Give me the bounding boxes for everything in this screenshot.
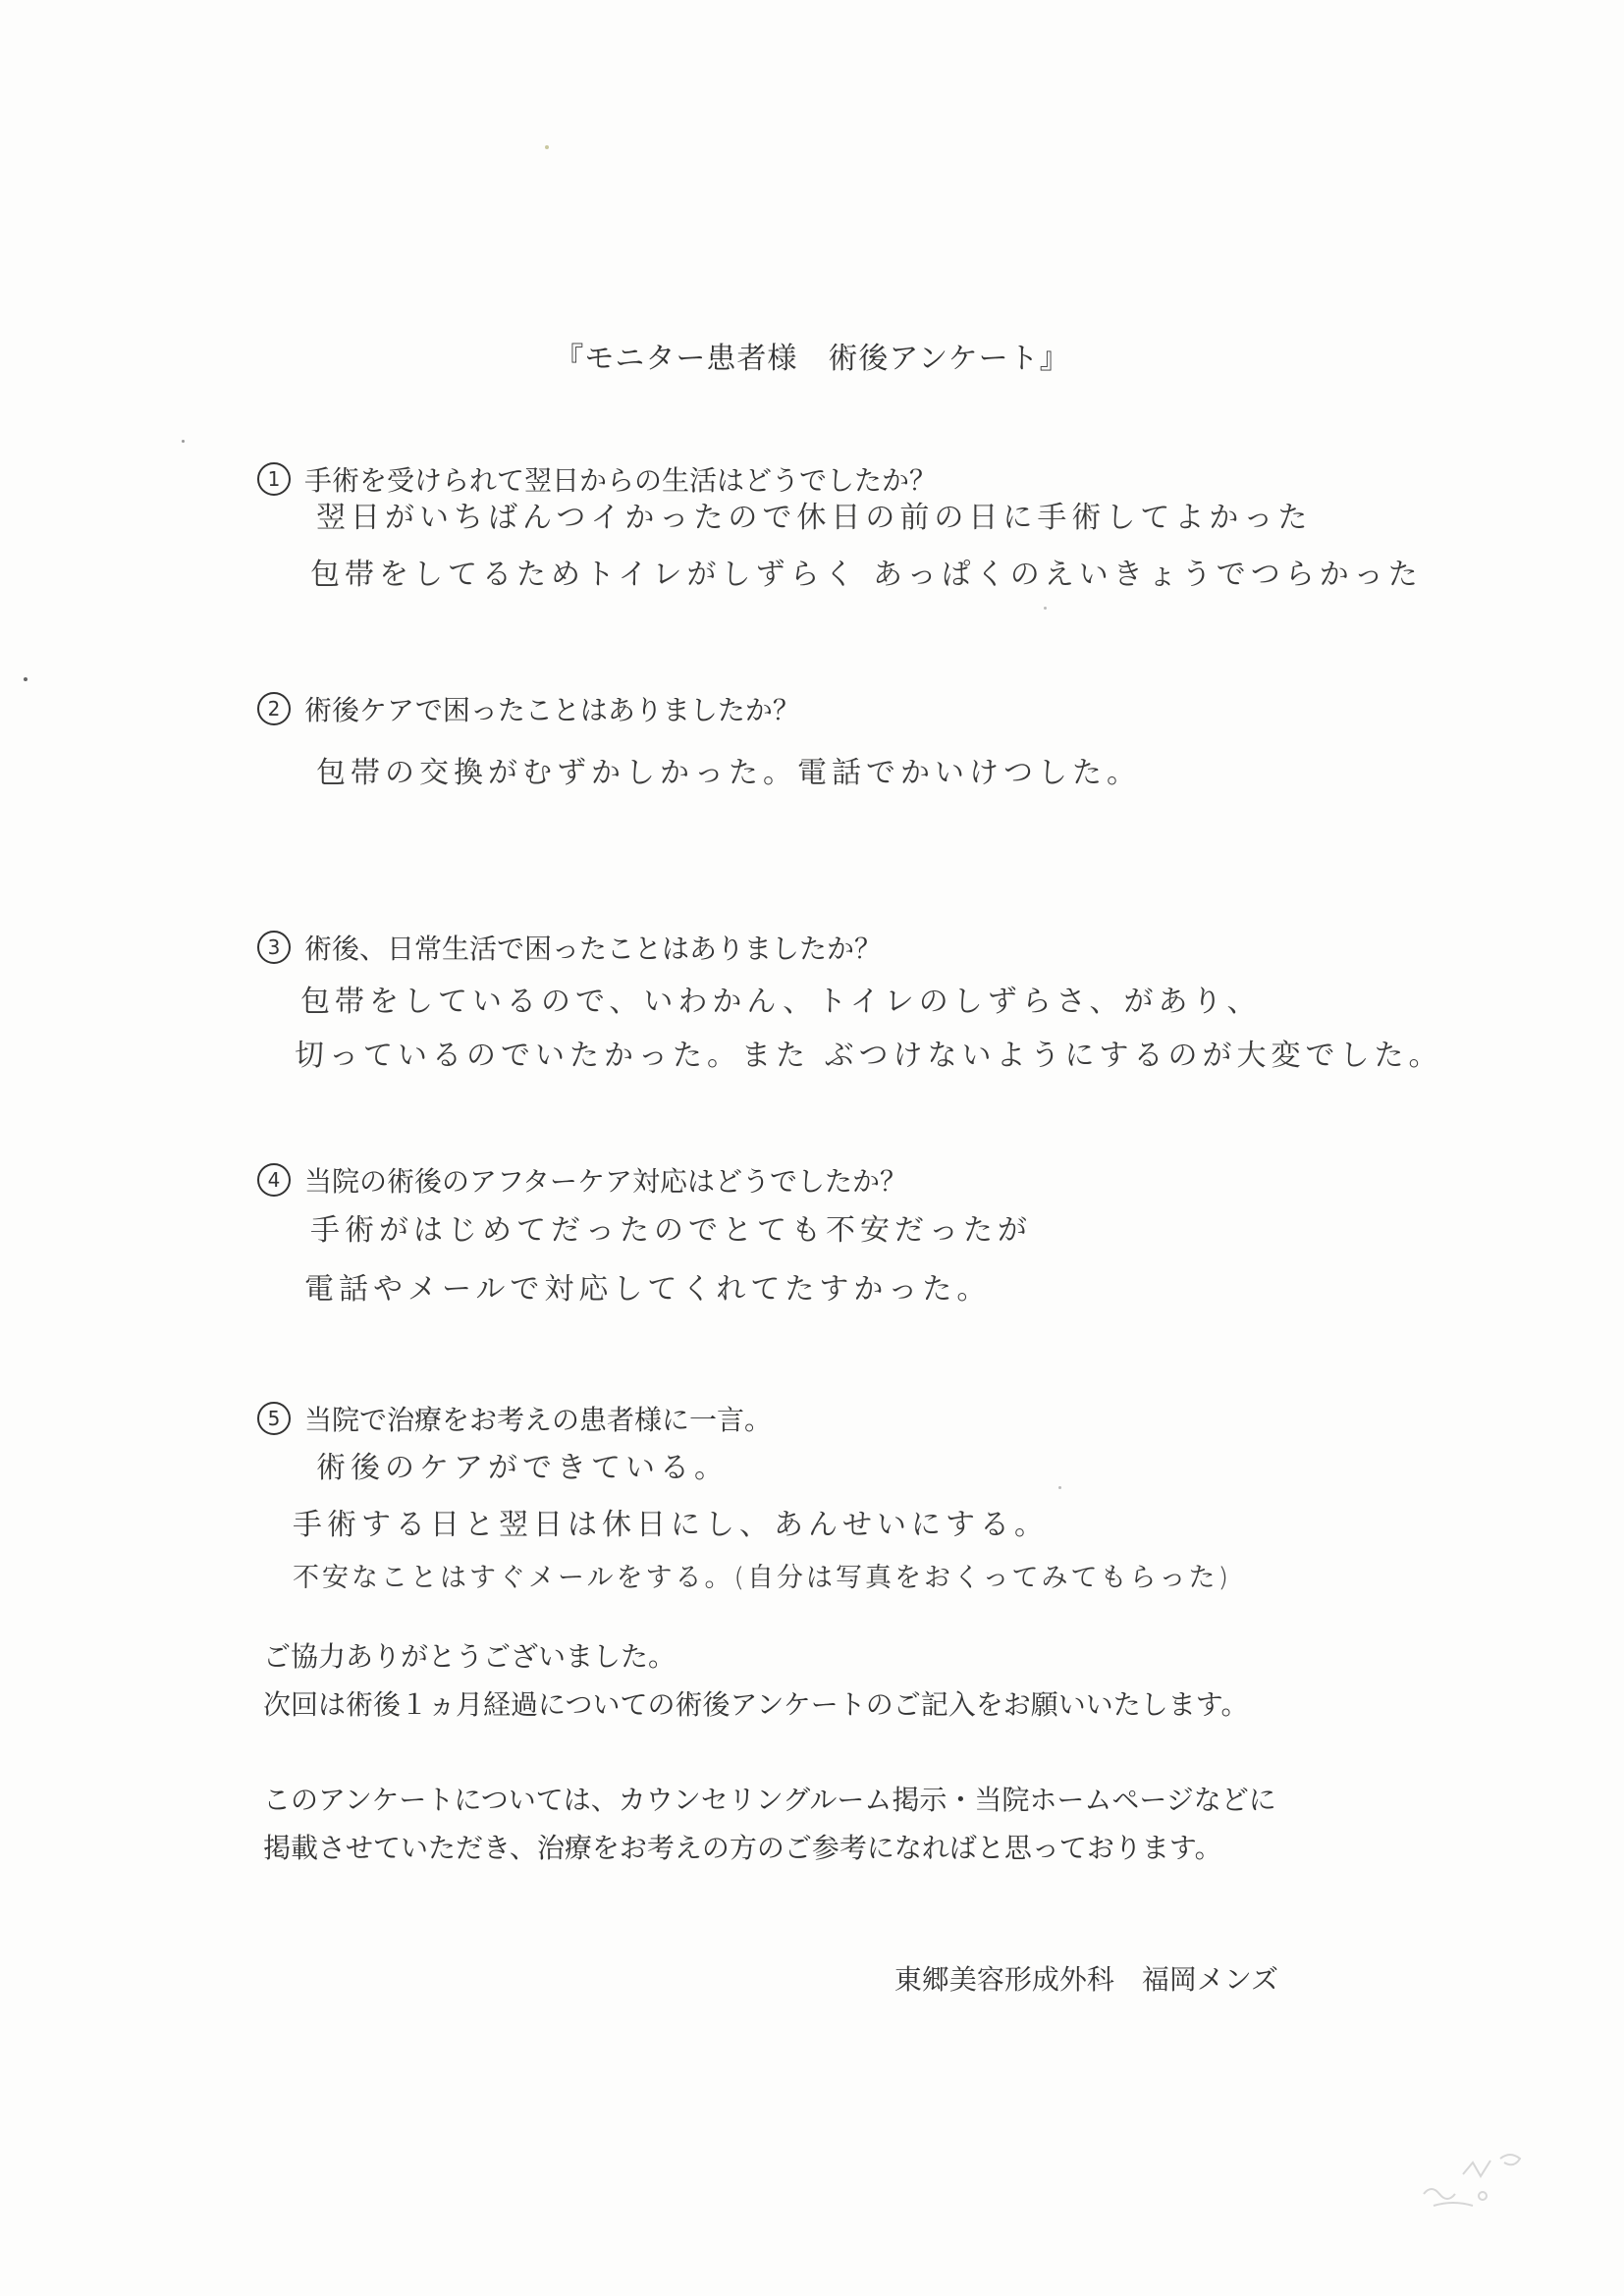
question-5: [257, 1399, 772, 1438]
question-text: 術後、日常生活で困ったことはありましたか？: [304, 933, 883, 965]
answer-3-line-2: 切っているのでいたかった。また ぶつけないようにするのが大変でした。: [295, 1039, 1443, 1073]
answer-3-line-1: 包帯をしているので、いわかん、トイレのしずらさ、があり、: [300, 985, 1262, 1019]
scan-speck: [182, 440, 185, 443]
notice-line-2: 掲載させていただき、治療をお考えの方のご参考になればと思っております。: [263, 1832, 1222, 1864]
clinic-signature: 東郷美容形成外科 福岡メンズ: [893, 1963, 1278, 1996]
answer-5-line-3: 不安なことはすぐメールをする。(自分は写真をおくってみてもらった): [293, 1563, 1231, 1593]
answer-1-line-1: 翌日がいちばんつイかったので休日の前の日に手術してよかった: [316, 501, 1313, 535]
document-title: 『モニター患者様 術後アンケート』: [554, 342, 1070, 376]
question-number: 3: [257, 931, 291, 964]
answer-2-line-1: 包帯の交換がむずかしかった。電話でかいけつした。: [316, 756, 1141, 790]
question-number: 5: [257, 1402, 291, 1435]
question-4: [257, 1160, 907, 1200]
question-number: 1: [257, 462, 291, 496]
answer-5-line-1: 術後のケアができている。: [316, 1451, 729, 1485]
question-number: 4: [257, 1163, 291, 1197]
answer-1-line-2: 包帯をしてるためトイレがしずらく あっぱくのえいきょうでつらかった: [310, 558, 1423, 592]
scan-speck: [1058, 1486, 1061, 1489]
question-3: [257, 928, 882, 967]
question-2: [257, 689, 800, 728]
faint-stamp-mark: [1414, 2135, 1542, 2214]
question-text: 当院の術後のアフターケア対応はどうでしたか？: [304, 1165, 908, 1198]
scan-speck: [24, 677, 27, 681]
notice-line-1: このアンケートについては、カウンセリングルーム掲示・当院ホームページなどに: [263, 1784, 1276, 1816]
closing-thanks: ご協力ありがとうございました。: [263, 1640, 677, 1673]
question-text: 当院で治療をお考えの患者様に一言。: [304, 1404, 773, 1436]
closing-next-survey: 次回は術後１ヵ月経過についての術後アンケートのご記入をお願いいたします。: [263, 1688, 1249, 1721]
scan-speck: [545, 145, 549, 149]
answer-4-line-2: 電話やメールで対応してくれてたすかった。: [304, 1272, 992, 1307]
question-text: 手術を受けられて翌日からの生活はどうでしたか？: [304, 464, 938, 497]
question-text: 術後ケアで困ったことはありましたか？: [304, 694, 800, 726]
answer-5-line-2: 手術する日と翌日は休日にし、あんせいにする。: [293, 1508, 1049, 1542]
scan-speck: [1044, 607, 1047, 610]
question-number: 2: [257, 692, 291, 725]
answer-4-line-1: 手術がはじめてだったのでとても不安だったが: [310, 1213, 1032, 1248]
